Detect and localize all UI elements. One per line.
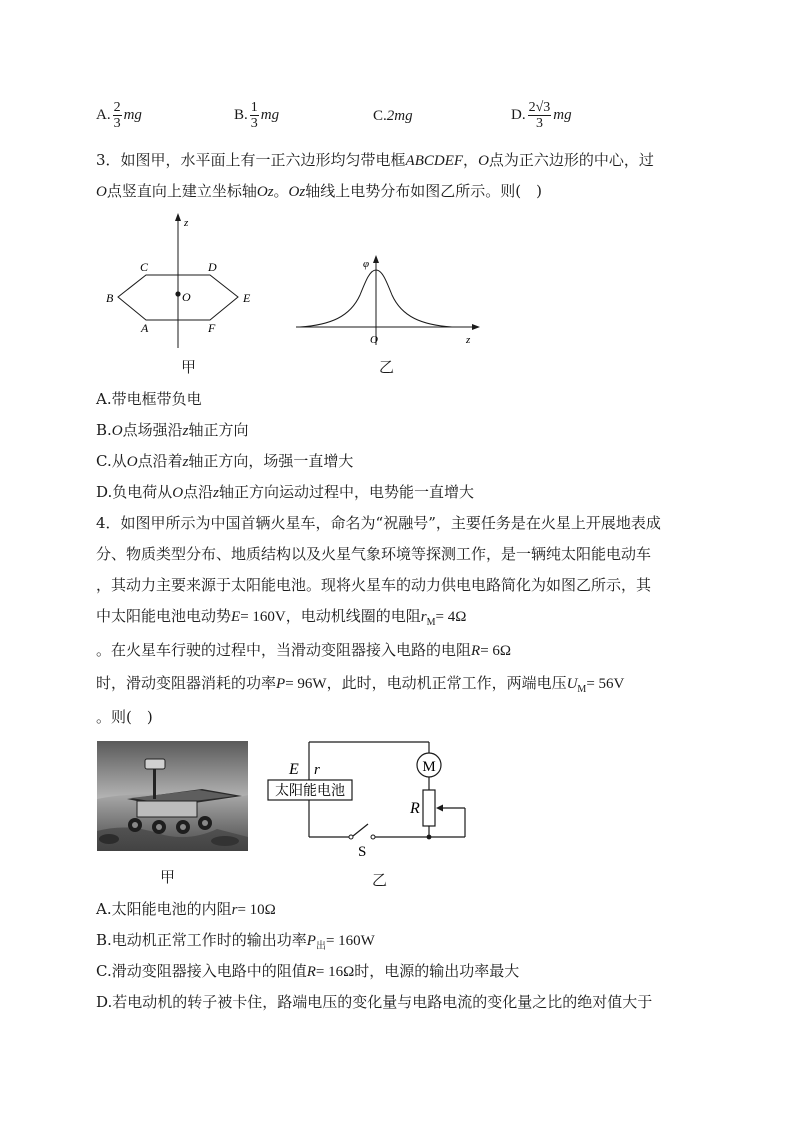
q4-stem-line4: 中太阳能电池电动势E= 160V，电动机线圈的电阻$r_M= 4\Omega$ bbox=[96, 607, 467, 628]
q4-stem-line2: 分、物质类型分布、地质结构以及火星气象环境等探测工作，是一辆纯太阳能电动车 bbox=[96, 545, 652, 563]
q2-option-c: C.2mg bbox=[373, 108, 413, 124]
solar-battery-label: 太阳能电池 bbox=[275, 783, 345, 799]
rheostat-symbol bbox=[423, 790, 435, 826]
switch-lever bbox=[353, 824, 368, 836]
q3-option-b: B.O点场强沿z轴正方向 bbox=[96, 421, 249, 439]
q4-stem-line1: 4．如图甲所示为中国首辆火星车，命名为“祝融号”，主要任务是在火星上开展地表成 bbox=[96, 514, 661, 532]
mars-rover-photo bbox=[97, 741, 248, 851]
q4-stem-line7: 。则( ) bbox=[96, 708, 153, 726]
q4-option-a: A.太阳能电池的内阻r= 10Ω bbox=[96, 900, 276, 918]
origin-label: O bbox=[370, 334, 378, 346]
center-o-label: O bbox=[182, 290, 191, 304]
q2-option-d: D. $\frac{2√3}{3}$ mg bbox=[511, 100, 572, 131]
vertex-c-label: C bbox=[140, 260, 149, 274]
circuit-diagram bbox=[255, 735, 485, 860]
q4-stem-line6: 时，滑动变阻器消耗的功率P= 96W，此时，电动机正常工作，两端电压$U_M= 56V$ bbox=[96, 674, 625, 695]
q3-option-a: A.带电框带负电 bbox=[96, 390, 202, 408]
vertex-a-label: A bbox=[141, 321, 149, 335]
vertex-b-label: B bbox=[106, 291, 114, 305]
potential-graph bbox=[290, 245, 485, 350]
z-axis-label-graph: z bbox=[466, 334, 471, 346]
fig-jia-caption-q4: 甲 bbox=[160, 868, 176, 886]
q4-stem-line3: ，其动力主要来源于太阳能电池。现将火星车的动力供电电路简化为如图乙所示，其 bbox=[96, 576, 652, 594]
q3-option-d: D.负电荷从O点沿z轴正方向运动过程中，电势能一直增大 bbox=[96, 483, 474, 501]
fig-yi-caption-q3: 乙 bbox=[379, 358, 395, 376]
q3-stem-line1: 3．如图甲，水平面上有一正六边形均匀带电框ABCDEF，O点为正六边形的中心，过 bbox=[96, 151, 654, 169]
rheostat-label: R bbox=[410, 800, 420, 817]
motor-label: M bbox=[422, 759, 436, 775]
q4-option-b: B.电动机正常工作时的输出功率$P_出= 160W$ bbox=[96, 931, 375, 952]
q3-stem-line2: O点竖直向上建立坐标轴Oz。Oz轴线上电势分布如图乙所示。则( ) bbox=[96, 182, 542, 200]
z-axis-label: z bbox=[184, 217, 189, 229]
phi-label: φ bbox=[363, 258, 370, 270]
fig-jia-caption-q3: 甲 bbox=[181, 358, 197, 376]
q4-option-c: C.滑动变阻器接入电路中的阻值R= 16Ω时，电源的输出功率最大 bbox=[96, 962, 520, 980]
vertex-f-label: F bbox=[208, 321, 216, 335]
switch-label: S bbox=[358, 844, 367, 860]
q2-option-a: A. $\frac{2}{3}$ mg bbox=[96, 100, 142, 131]
emf-label: E bbox=[289, 761, 299, 778]
q4-stem-line5: 。在火星车行驶的过程中，当滑动变阻器接入电路的电阻R= 6Ω bbox=[96, 641, 512, 659]
q4-option-d: D.若电动机的转子被卡住，路端电压的变化量与电路电流的变化量之比的绝对值大于 bbox=[96, 993, 653, 1011]
vertex-d-label: D bbox=[208, 260, 217, 274]
q2-option-b: B. $\frac{1}{3}$ mg bbox=[234, 100, 280, 131]
internal-resistance-label: r bbox=[314, 762, 320, 778]
q3-option-c: C.从O点沿着z轴正方向，场强一直增大 bbox=[96, 452, 354, 470]
hexagon-figure bbox=[100, 210, 260, 350]
vertex-e-label: E bbox=[243, 291, 251, 305]
fig-yi-caption-q4: 乙 bbox=[372, 871, 388, 889]
slider-arrow bbox=[436, 805, 443, 812]
